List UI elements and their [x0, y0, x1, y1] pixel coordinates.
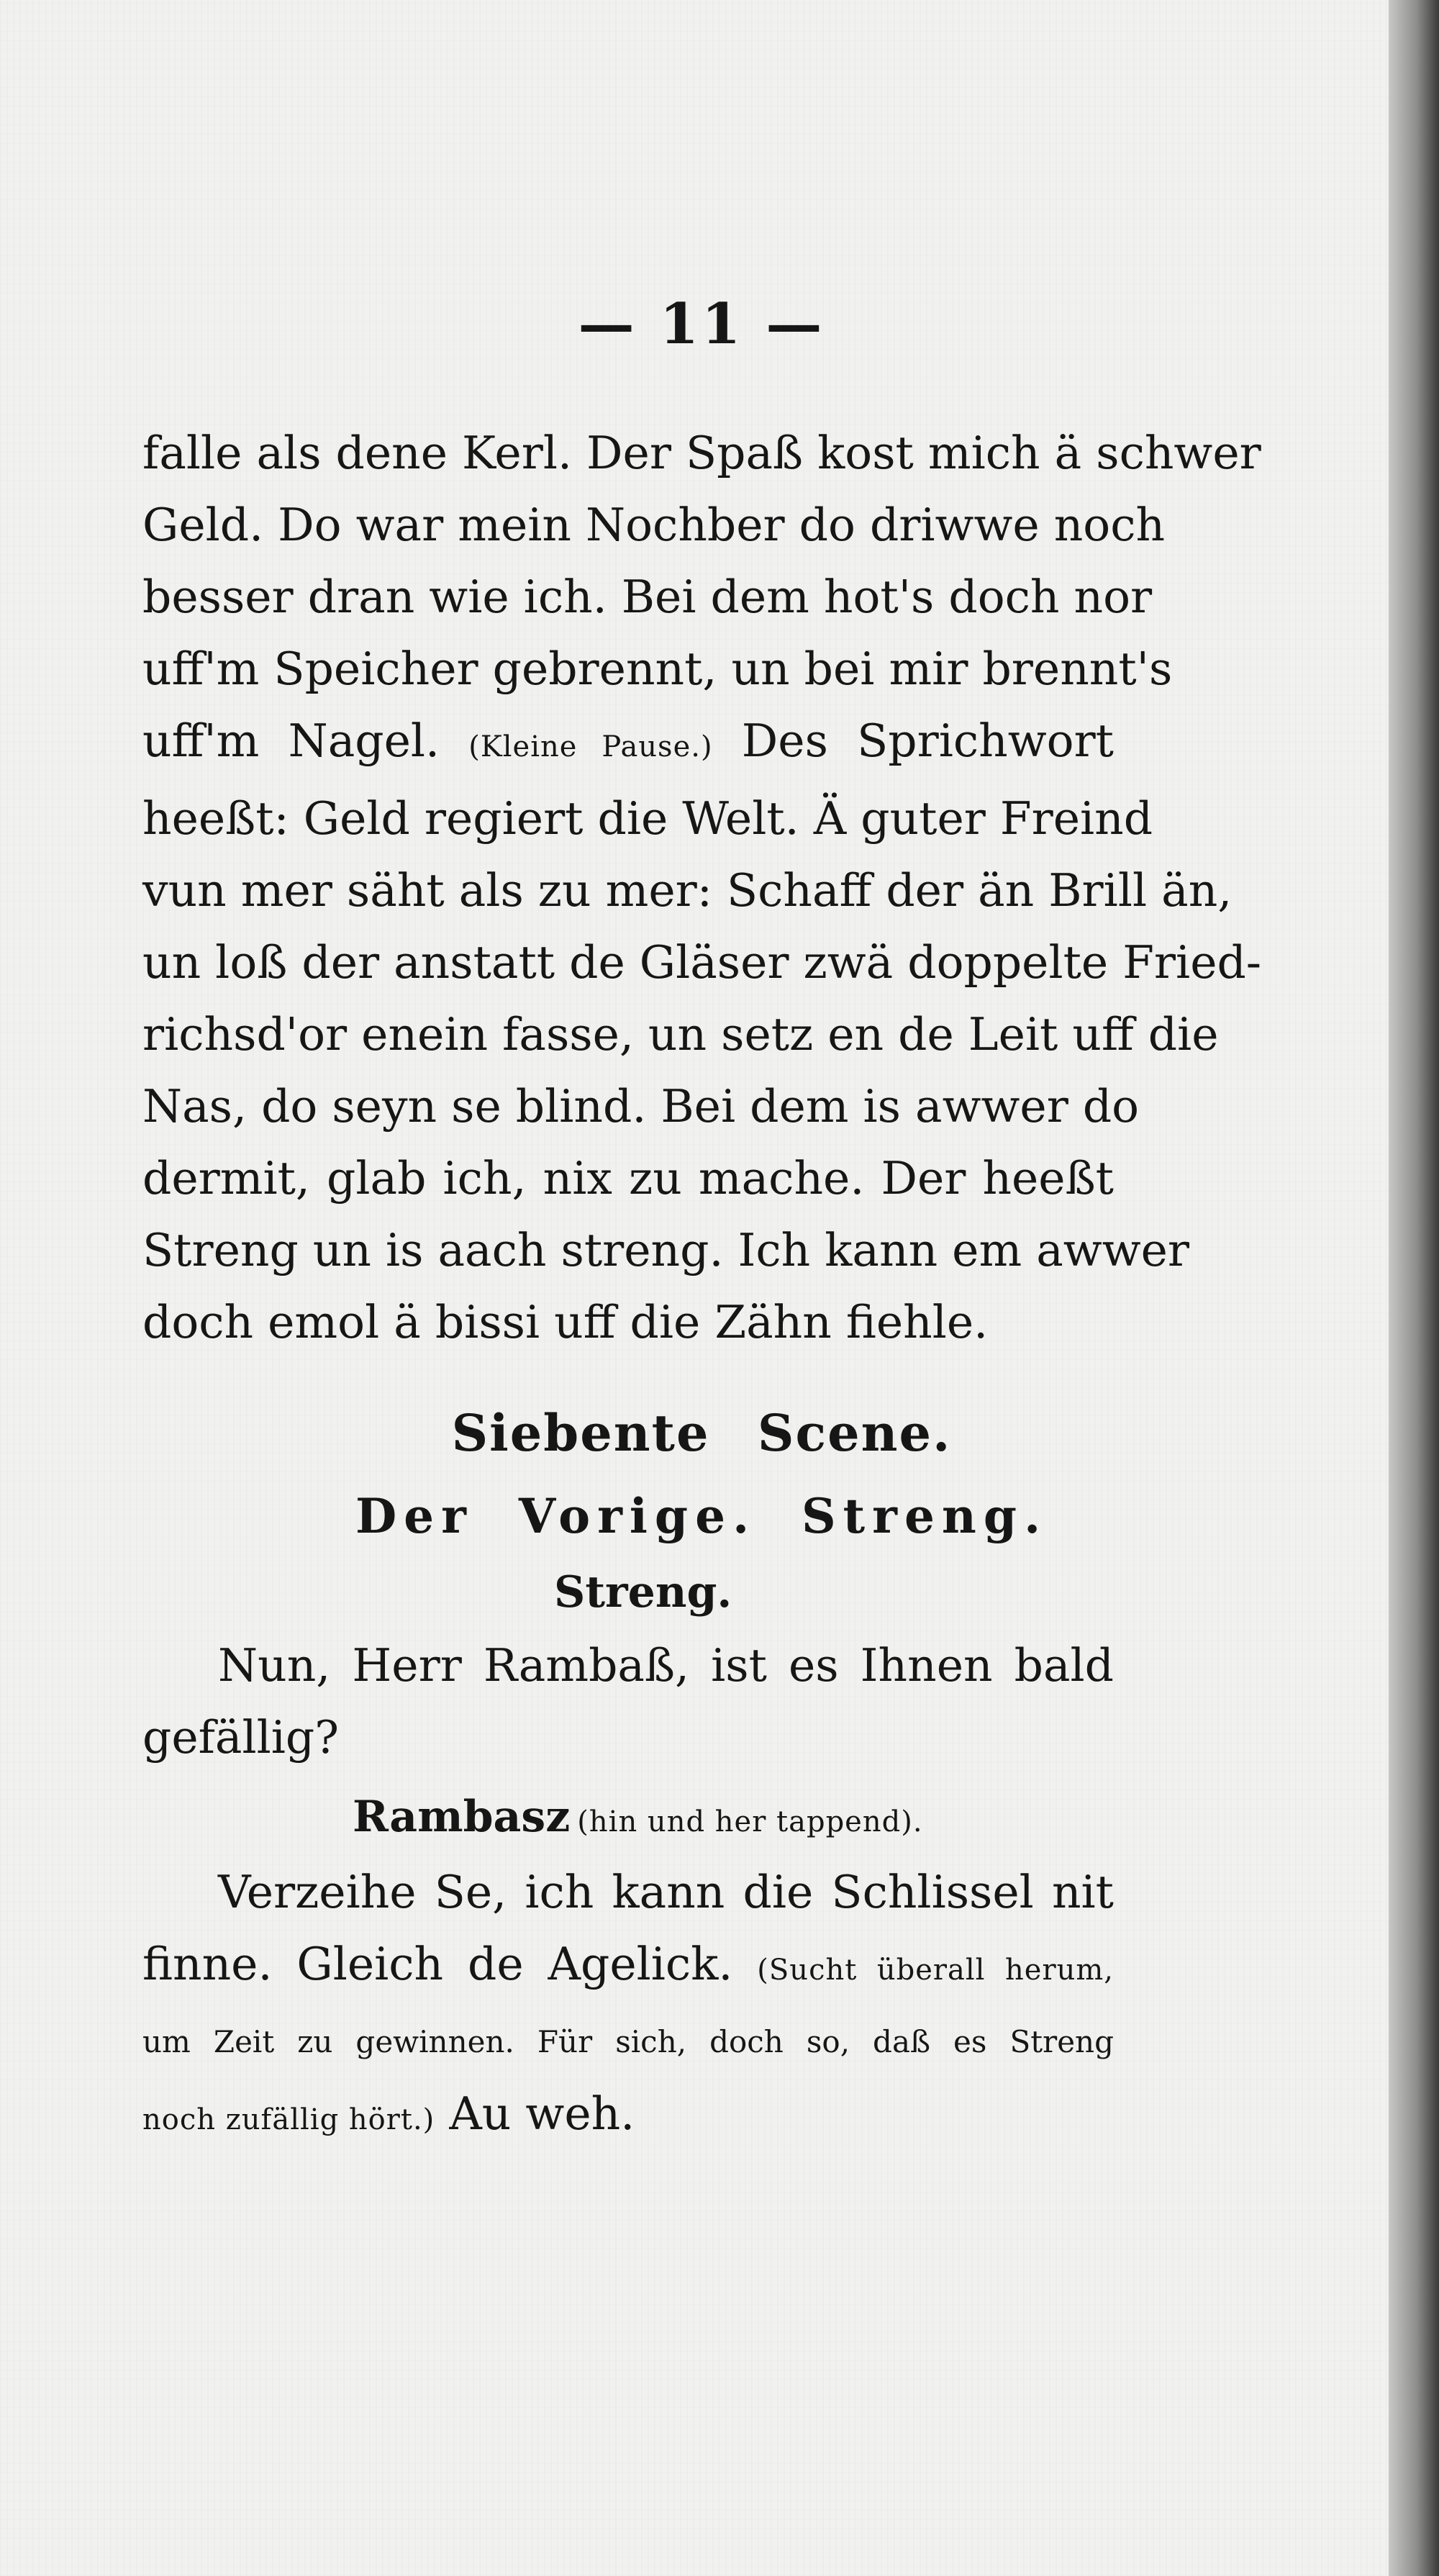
page-number: — 11 — — [578, 291, 825, 357]
stage-direction: (Sucht überall herum, — [757, 1954, 1115, 1987]
text-line: Nun, Herr Rambaß, ist es Ihnen bald — [218, 1639, 1114, 1692]
text-line: heeßt: Geld regiert die Welt. Ä guter Freind — [142, 792, 1153, 845]
speaker-with-direction — [353, 1792, 923, 1842]
text-line: vun mer säht als zu mer: Schaff der än Brill än, — [142, 864, 1233, 917]
text-fragment: Des Sprichwort — [741, 715, 1114, 767]
text-line: Verzeihe Se, ich kann die Schlissel nit — [218, 1866, 1114, 1918]
text-line: gefällig? — [142, 1711, 340, 1764]
monologue-text — [142, 417, 1262, 1359]
text-line: richsd'or enein fasse, un setz en de Leit uff die — [142, 1008, 1219, 1061]
text-line: Nas, do seyn se blind. Bei dem is awwer do — [142, 1080, 1140, 1133]
text-line: falle als dene Kerl. Der Spaß kost mich ä schwer — [142, 427, 1261, 479]
text-line: uff'm Speicher gebrennt, un bei mir brennt's — [142, 643, 1173, 695]
speaker-name: Rambasz — [353, 1792, 571, 1842]
page-edge-shadow — [1389, 0, 1439, 2576]
text-line: un loß der anstatt de Gläser zwä doppelte Fried- — [142, 936, 1262, 989]
scene-cast: Der Vorige. Streng. — [355, 1488, 1048, 1544]
speaker-name: Streng. — [554, 1567, 732, 1618]
text-line-with-stage-direction — [142, 1928, 1114, 2006]
text-line-with-stage-direction — [142, 2078, 1114, 2156]
stage-direction: (Kleine Pause.) — [468, 730, 713, 763]
stage-direction: (hin und her tappend). — [577, 1805, 923, 1838]
text-line: dermit, glab ich, nix zu mache. Der heeßt — [142, 1152, 1114, 1205]
stage-direction: noch zufällig hört.) — [142, 2103, 435, 2136]
scene-title: Siebente Scene. — [451, 1403, 952, 1463]
text-fragment: finne. Gleich de Agelick. — [142, 1938, 733, 1990]
text-line: Streng un is aach streng. Ich kann em awwer — [142, 1224, 1190, 1276]
text-line: doch emol ä bissi uff die Zähn fiehle. — [142, 1296, 989, 1348]
speech-text — [142, 1856, 1114, 2156]
text-line: besser dran wie ich. Bei dem hot's doch nor — [142, 571, 1153, 623]
text-line: Geld. Do war mein Nochber do driwwe noch — [142, 499, 1166, 551]
speech-text — [142, 1630, 1114, 1774]
stage-direction-line: um Zeit zu gewinnen. Für sich, doch so, daß es Streng — [142, 2024, 1114, 2059]
text-fragment: Au weh. — [449, 2087, 635, 2140]
text-line-with-stage-direction — [142, 705, 1114, 783]
text-fragment: uff'm Nagel. — [142, 715, 440, 767]
